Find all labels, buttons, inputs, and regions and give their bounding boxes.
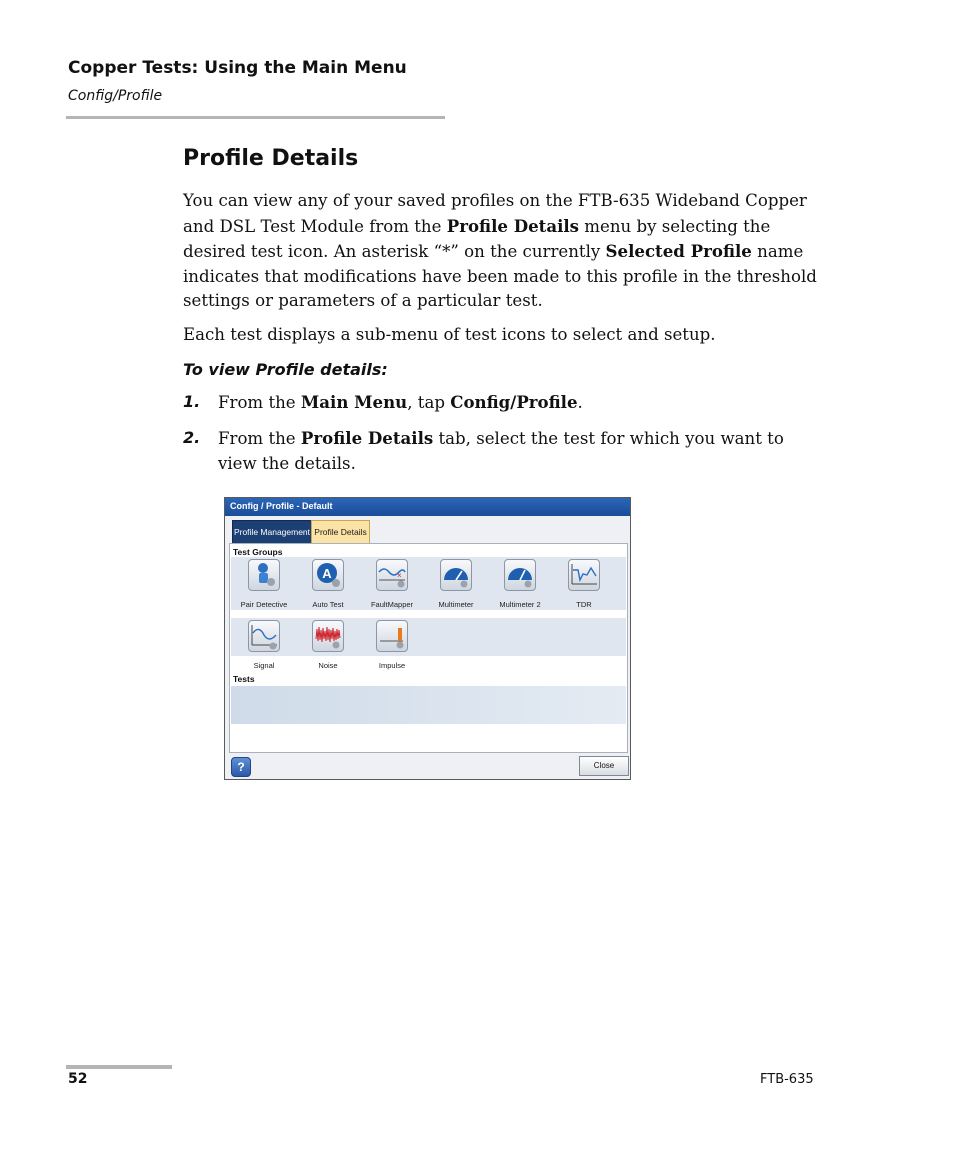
- test-group-multimeter[interactable]: [424, 557, 488, 617]
- test-groups-label: Test Groups: [233, 547, 283, 557]
- test-group-noise[interactable]: [296, 618, 360, 678]
- icon-label: FaultMapper: [370, 600, 414, 609]
- intro-paragraph: You can view any of your saved profiles on the FTB-635 Wideband Copper and DSL Test Module from the Profile Details menu by selecting the desired test icon. An asterisk “*” on the currently Selected Profile name indicates that modifications have been made to this profile in the threshold settings or parameters of a particular test.: [183, 191, 817, 310]
- step-number: 2.: [183, 428, 201, 447]
- header-divider: [66, 116, 445, 119]
- tab-profile-details[interactable]: Profile Details: [311, 520, 370, 544]
- window-title-bar: [225, 498, 630, 516]
- close-button[interactable]: Close: [579, 756, 629, 776]
- help-button[interactable]: ?: [231, 757, 251, 777]
- faultmapper-icon: [376, 559, 408, 591]
- signal-icon: [248, 620, 280, 652]
- auto-test-icon: [312, 559, 344, 591]
- procedure-title: To view Profile details:: [183, 360, 388, 379]
- svg-text:A: A: [322, 566, 332, 581]
- step-number: 1.: [183, 392, 201, 411]
- step-text: From the Main Menu, tap Config/Profile.: [218, 392, 583, 412]
- tdr-icon: [568, 559, 600, 591]
- icon-label: Impulse: [378, 661, 406, 670]
- impulse-icon: [376, 620, 408, 652]
- test-group-multimeter-2[interactable]: [488, 557, 552, 617]
- icon-label: Auto Test: [312, 600, 344, 609]
- test-group-faultmapper[interactable]: [360, 557, 424, 617]
- icon-label: Signal: [253, 661, 275, 670]
- tab-profile-management[interactable]: Profile Management: [232, 520, 312, 544]
- svg-text:×: ×: [397, 571, 402, 580]
- icon-label: Multimeter 2: [499, 600, 541, 609]
- test-group-auto-test[interactable]: [296, 557, 360, 617]
- multimeter-2-icon: [504, 559, 536, 591]
- footer-divider: [66, 1065, 172, 1069]
- test-group-pair-detective[interactable]: [232, 557, 296, 617]
- profile-details-panel: [229, 543, 628, 753]
- icon-label: Pair Detective: [240, 600, 288, 609]
- config-profile-window: [224, 497, 631, 780]
- document-name: FTB-635: [760, 1072, 814, 1087]
- submenu-paragraph: Each test displays a sub-menu of test icons to select and setup.: [183, 325, 716, 344]
- subsection-title: Config/Profile: [68, 88, 163, 104]
- icon-label: Noise: [318, 661, 338, 670]
- noise-icon: [312, 620, 344, 652]
- pair-detective-icon: [248, 559, 280, 591]
- page-number: 52: [68, 1071, 88, 1087]
- window-title: Config / Profile - Default: [230, 501, 333, 511]
- section-title: Profile Details: [183, 146, 359, 171]
- multimeter-icon: [440, 559, 472, 591]
- icon-label: TDR: [576, 600, 592, 609]
- step-text: From the Profile Details tab, select the test for which you want to view the details.: [218, 428, 784, 473]
- icon-label: Multimeter: [438, 600, 474, 609]
- tests-label: Tests: [233, 674, 255, 684]
- test-group-tdr[interactable]: [552, 557, 616, 617]
- test-group-signal[interactable]: [232, 618, 296, 678]
- chapter-title: Copper Tests: Using the Main Menu: [68, 58, 407, 78]
- tests-list: [231, 686, 626, 724]
- test-group-impulse[interactable]: [360, 618, 424, 678]
